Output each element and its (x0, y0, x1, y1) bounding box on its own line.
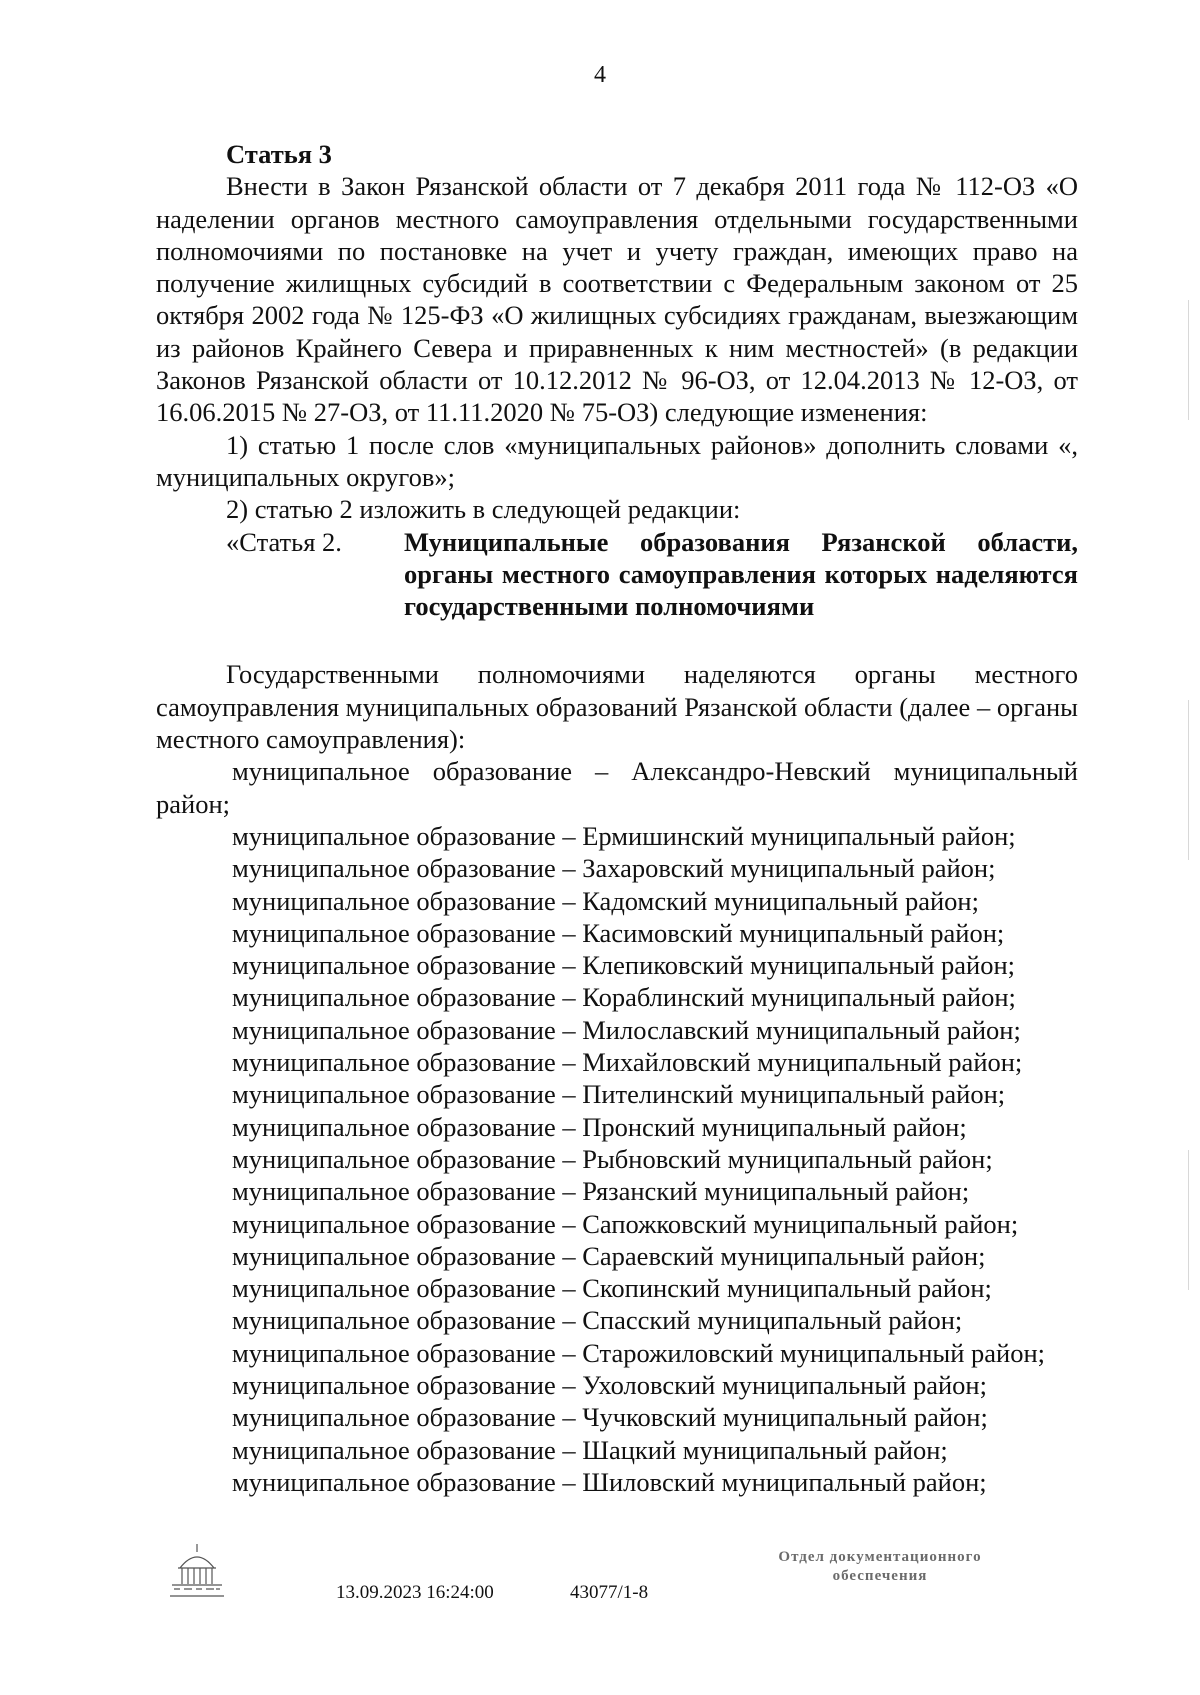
spacer (156, 622, 1078, 658)
article-heading: Статья 3 (226, 139, 332, 169)
entity-list-item: муниципальное образование – Рыбновский муниципальный район; (232, 1143, 993, 1174)
entity-list-item: муниципальное образование – Захаровский муниципальный район; (232, 853, 996, 884)
entity-list-item: муниципальное образование – Шацкий муниципальный район; (232, 1434, 948, 1465)
duma-building-logo-icon (166, 1542, 228, 1602)
article-2-label: «Статья 2. (226, 526, 342, 557)
entity-list-item: муниципальное образование – Кадомский муниципальный район; (232, 885, 979, 916)
stamp-line-1: Отдел документационного (778, 1549, 982, 1565)
intro-paragraph: Внести в Закон Рязанской области от 7 декабря 2011 года № 112-ОЗ «О наделении органов местного самоуправления отдельными государственными полномочиями по постановке на учет и учету граждан, имеющих право на получение жилищных субсидий в соответствии с Федеральным законом от 25 октября 2002 года № 125-ФЗ «О жилищных субсидиях гражданам, выезжающим из районов Крайнего Севера и приравненных к ним местностей» (в редакции Законов Рязанской области от 10.12.2012 № 96-ОЗ, от 12.04.2013 № 12-ОЗ, от 16.06.2015 № 27-ОЗ, от 11.11.2020 № 75-ОЗ) следующие изменения: (156, 171, 1078, 428)
entity-list-item: муниципальное образование – Сапожковский муниципальный район; (232, 1208, 1019, 1239)
entity-list-item: муниципальное образование – Шиловский муниципальный район; (232, 1466, 987, 1497)
entity-list-item: муниципальное образование – Старожиловский муниципальный район; (232, 1337, 1046, 1368)
stamp-line-2: обеспечения (832, 1568, 928, 1584)
entity-list (156, 820, 1078, 1498)
body-paragraph: Государственными полномочиями наделяются органы местного самоуправления муниципальных образований Рязанской области (далее – органы местного самоуправления): (156, 659, 1078, 755)
entity-list-item: муниципальное образование – Чучковский муниципальный район; (232, 1402, 988, 1433)
amendment-item-1: 1) статью 1 после слов «муниципальных районов» дополнить словами «, муниципальных округов»; (156, 429, 1078, 492)
entity-list-item: муниципальное образование – Клепиковский муниципальный район; (232, 950, 1016, 981)
entity-first: муниципальное образование – Александро-Невский муниципальный район; (156, 756, 1078, 819)
page-number: 4 (594, 62, 606, 88)
entity-list-item: муниципальное образование – Кораблинский муниципальный район; (232, 982, 1016, 1013)
footer-timestamp: 13.09.2023 16:24:00 (336, 1582, 494, 1603)
article-2-title: Муниципальные образования Рязанской области, органы местного самоуправления которых наделяются государственными полномочиями (404, 526, 1078, 622)
entity-list-item: муниципальное образование – Скопинский муниципальный район; (232, 1273, 992, 1304)
entity-list-item: муниципальное образование – Пронский муниципальный район; (232, 1111, 967, 1142)
department-stamp (730, 1548, 1030, 1586)
entity-list-item: муниципальное образование – Милославский муниципальный район; (232, 1014, 1021, 1045)
amendment-item-2: 2) статью 2 изложить в следующей редакции: (226, 494, 741, 525)
scan-edge-mark (1188, 1150, 1189, 1290)
entity-list-item: муниципальное образование – Сараевский муниципальный район; (232, 1240, 986, 1271)
entity-list-item: муниципальное образование – Спасский муниципальный район; (232, 1305, 963, 1336)
scan-edge-mark (1188, 300, 1189, 420)
entity-list-item: муниципальное образование – Ермишинский муниципальный район; (232, 820, 1016, 851)
footer-document-code: 43077/1-8 (570, 1582, 649, 1603)
entity-list-item: муниципальное образование – Касимовский муниципальный район; (232, 917, 1005, 948)
document-body (156, 138, 1078, 1498)
scan-edge-mark (1188, 700, 1189, 860)
article-2-header (156, 526, 1078, 623)
entity-list-item: муниципальное образование – Михайловский муниципальный район; (232, 1047, 1023, 1078)
entity-list-item: муниципальное образование – Ухоловский муниципальный район; (232, 1369, 987, 1400)
entity-list-item: муниципальное образование – Рязанский муниципальный район; (232, 1176, 970, 1207)
entity-list-item: муниципальное образование – Пителинский муниципальный район; (232, 1079, 1006, 1110)
